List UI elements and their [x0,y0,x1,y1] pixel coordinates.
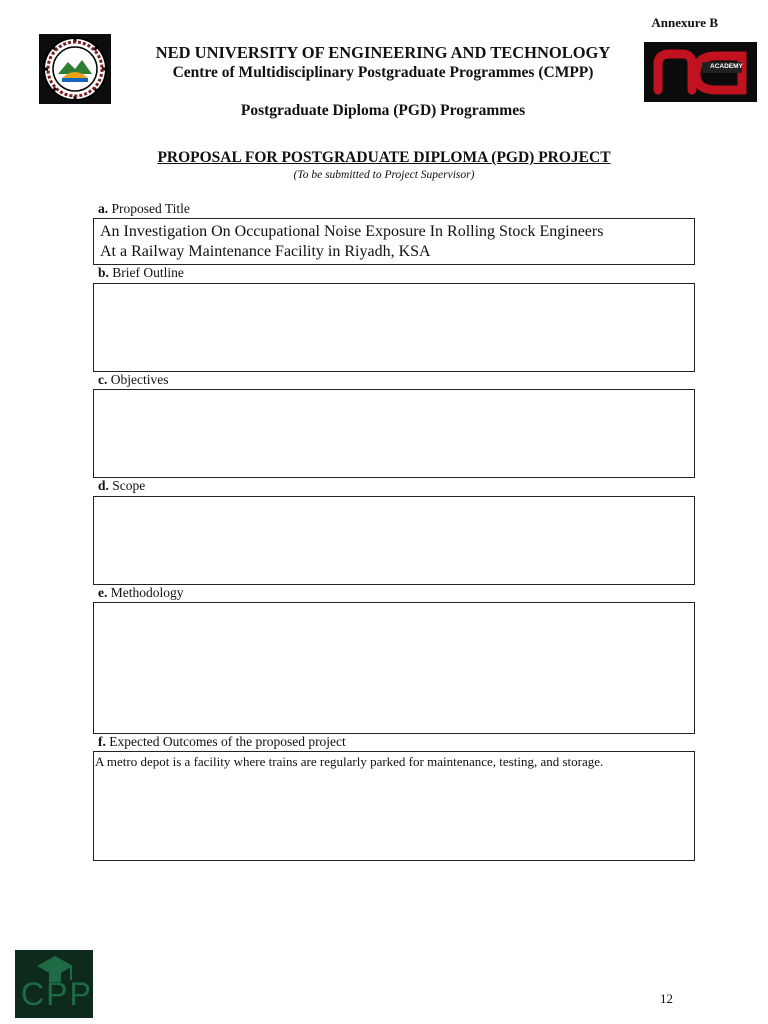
section-f-label [98,734,346,750]
section-a-letter: a. [98,201,109,216]
section-c-letter: c. [98,372,108,387]
university-name: NED UNIVERSITY OF ENGINEERING AND TECHNOLOGY [155,43,611,62]
programme-title: Postgraduate Diploma (PGD) Programmes [240,102,526,119]
section-f-letter: f. [98,734,106,749]
cpp-logo-text: CPP [21,976,93,1012]
centre-name: Centre of Multidisciplinary Postgraduate Programmes (CMPP) [172,64,594,81]
proposal-subtitle: (To be submitted to Project Supervisor) [293,169,475,181]
section-f-text: Expected Outcomes of the proposed project [109,734,346,749]
section-e-letter: e. [98,585,108,600]
section-d-letter: d. [98,478,109,493]
section-b-text: Brief Outline [112,265,184,280]
university-seal-logo [39,34,111,104]
proposal-title: PROPOSAL FOR POSTGRADUATE DIPLOMA (PGD) PROJECT [157,149,611,166]
scope-field[interactable] [93,496,695,585]
objectives-field[interactable] [93,389,695,478]
proposed-title-field[interactable] [93,218,695,265]
cpp-logo [15,950,93,1018]
methodology-field[interactable] [93,602,695,734]
academy-logo [644,42,757,102]
section-d-label [98,478,145,494]
section-e-text: Methodology [110,585,184,600]
proposed-title-line-1: An Investigation On Occupational Noise Exposure In Rolling Stock Engineers [100,223,604,240]
academy-logo-text: ACADEMY [710,63,743,70]
section-c-label [98,372,168,388]
nd-logo-icon [644,42,757,102]
section-a-text: Proposed Title [111,201,190,216]
brief-outline-field[interactable] [93,283,695,372]
section-b-letter: b. [98,265,109,280]
page-number: 12 [660,991,673,1006]
annexure-label: Annexure B [651,15,718,30]
section-a-label [98,201,190,217]
section-c-text: Objectives [110,372,169,387]
section-e-label [98,585,184,601]
expected-outcomes-text: A metro depot is a facility where trains are regularly parked for maintenance, testing, and storage. [95,754,604,769]
proposed-title-line-2: At a Railway Maintenance Facility in Riyadh, KSA [100,243,431,260]
expected-outcomes-field[interactable] [93,751,695,861]
seal-icon [42,36,108,102]
section-d-text: Scope [112,478,146,493]
section-b-label [98,265,184,281]
